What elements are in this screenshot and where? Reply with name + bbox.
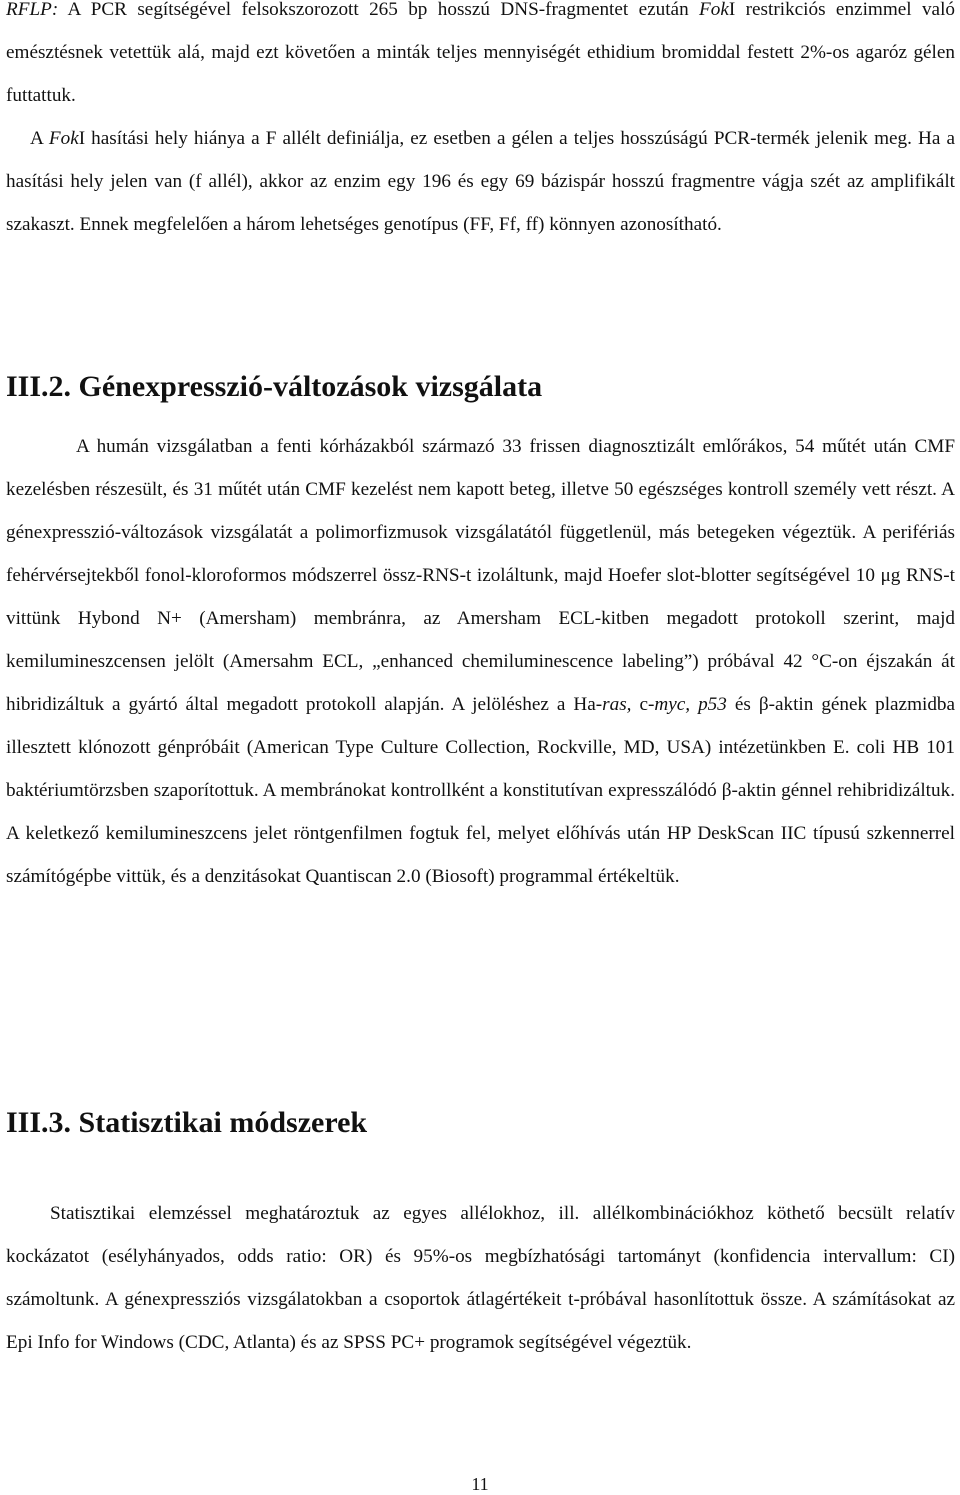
ras-term: ras,: [602, 694, 632, 715]
page-number: 11: [471, 1474, 489, 1494]
myc-term: myc,: [654, 694, 691, 715]
gene-expression-text-1: A humán vizsgálatban a fenti kórházakból származó 33 frissen diagnosztizált emlőrákos, 54 műtét után CMF kezelésben részesült, és 31 műtét után CMF kezelést nem kapott beteg, illetve 50 egészséges kontroll személy vett részt. A génexpresszió-változások vizsgálatát a polimorfizmusok vizsgálatától függetlenül, más betegeken végeztük. A perifériás fehérvérsejtekből fonol-kloroformos módszerrel össz-RNS-t izoláltunk, majd Hoefer slot-blotter segítségével 10 μg RNS-t vittünk Hybond N+ (Amersham) membránra, az Amersham ECL-kitben megadott protokoll szerint, majd kemilumineszcensen jelölt (Amersahm ECL, „enhanced chemiluminescence labeling”) próbával 42 °C-on éjszakán át hibridizáltuk a gyártó által megadott protokoll alapján. A jelöléshez a Ha-: [6, 436, 955, 715]
gene-expression-text-2: c-: [631, 694, 655, 715]
rflp-text-3a: A: [30, 128, 49, 149]
rflp-label: RFLP:: [6, 0, 59, 20]
foki-term: Fok: [48, 128, 79, 149]
gene-expression-text-4: és β-aktin gének plazmidba illesztett klónozott génpróbáit (American Type Culture Collection, Rockville, MD, USA) intézetünkben E. coli HB 101 baktériumtörzsben szaporítottuk. A membránokat kontrollként a konstitutívan expresszálódó β-aktin génnel rehibridizáltuk. A keletkező kemilumineszcens jelet röntgenfilmen fogtuk fel, melyet előhívás után HP DeskScan IIC típusú szkennerrel számítógépbe vittük, és a denzitásokat Quantiscan 2.0 (Biosoft) programmal értékeltük.: [6, 694, 956, 887]
gene-expression-text-3: [690, 694, 698, 715]
gene-expression-paragraph: [6, 425, 955, 898]
rflp-text-3b: I hasítási hely hiánya a F allélt definiálja, ez esetben a gélen a teljes hosszúságú PCR-termék jelenik meg. Ha a hasítási hely jelen van (f allél), akkor az enzim egy 196 és egy 69 bázispár hosszú fragmentre vágja szét az amplifikált szakaszt. Ennek megfelelően a három lehetséges genotípus (FF, Ff, ff) könnyen azonosítható.: [6, 128, 955, 235]
statistics-paragraph: Statisztikai elemzéssel meghatároztuk az egyes allélokhoz, ill. allélkombinációkhoz köthető becsült relatív kockázatot (esélyhányados, odds ratio: OR) és 95%-os megbízhatósági tartományt (konfidencia intervallum: CI) számoltunk. A génexpressziós vizsgálatokban a csoportok átlagértékeit t-próbával hasonlítottuk össze. A számításokat az Epi Info for Windows (CDC, Atlanta) és az SPSS PC+ programok segítségével végeztük.: [6, 1203, 955, 1353]
foki-term: Fok: [699, 0, 729, 20]
rflp-text-1: A PCR segítségével felsokszorozott 265 bp hosszú DNS-fragmentet ezután: [58, 0, 700, 20]
rflp-paragraph: [6, 0, 955, 246]
section-heading-3-3: III.3. Statisztikai módszerek: [6, 1106, 368, 1139]
section-heading-3-2: III.2. Génexpresszió-változások vizsgálata: [6, 370, 543, 403]
rflp-text-2: I restrikciós enzimmel való emésztésnek vetettük alá, majd ezt követően a minták teljes mennyiségét ethidium bromiddal festett 2%-os agaróz gélen futtattuk.: [6, 0, 955, 106]
p53-term: p53: [698, 694, 727, 715]
